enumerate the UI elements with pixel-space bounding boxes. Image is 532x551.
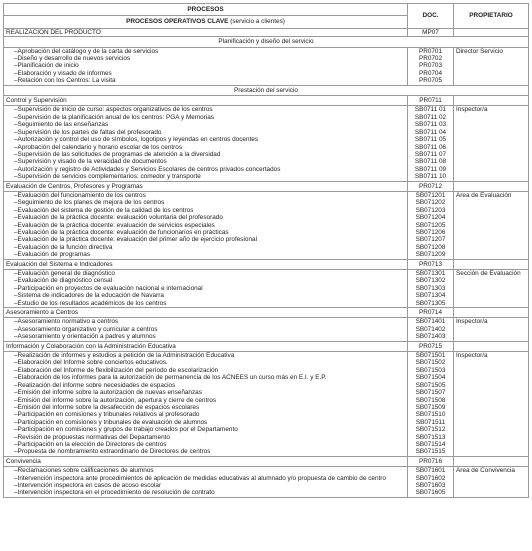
list-item: –Realización de informes y estudios a petición de la Administración Educativa — [14, 352, 235, 360]
group-title: Evaluación de Centros, Profesores y Programas — [4, 181, 408, 191]
group-owner — [454, 106, 529, 181]
doc-code: SB071501 — [415, 352, 446, 360]
doc-code: SB071203 — [415, 206, 446, 214]
list-item: –Evaluación del sistema de gestión de la calidad de los centros — [14, 206, 194, 214]
doc-code: SB071304 — [415, 292, 446, 300]
doc-code: SB0711 10 — [414, 173, 447, 181]
group-owner — [454, 467, 529, 498]
group-items — [4, 467, 408, 498]
group-code: PR0715 — [408, 341, 454, 351]
list-item: –Emisión del informe sobre la autorización, apertura y cierre de centros — [14, 396, 217, 404]
doc-code: SB071502 — [415, 359, 446, 367]
group-code: PR0713 — [408, 259, 454, 269]
doc-code: SB071401 — [415, 318, 446, 326]
group-code: PR0716 — [408, 456, 454, 466]
header-key-processes-label: PROCESOS OPERATIVOS CLAVE — [126, 18, 229, 26]
group-items — [4, 106, 408, 181]
list-item: –Revisión de propuestas normativas del Departamento — [14, 433, 170, 441]
doc-code: PR0703 — [418, 62, 443, 70]
planning-items-row — [4, 47, 529, 85]
group-owner-label: Inspector/a — [456, 106, 488, 114]
doc-code: SB071603 — [415, 481, 446, 489]
doc-code: SB071510 — [415, 411, 446, 419]
group-items-row — [4, 191, 529, 259]
doc-code: SB071207 — [415, 236, 446, 244]
group-owner-blank — [454, 181, 529, 191]
process-table-body — [4, 4, 529, 498]
doc-code: SB071602 — [415, 474, 446, 482]
service-heading-row — [4, 85, 529, 95]
header-key-processes-note: (servicio a clientes) — [230, 18, 285, 26]
top-code: MP07 — [408, 28, 454, 36]
doc-code: SB0711 01 — [414, 106, 447, 114]
group-owner — [454, 191, 529, 259]
group-items-row — [4, 270, 529, 308]
group-title-row — [4, 456, 529, 466]
list-item: –Autorización y registro de Actividades y Servicios Escolares de centros privados concertados — [14, 165, 281, 173]
group-owner-blank — [454, 308, 529, 318]
doc-code: SB071402 — [415, 325, 446, 333]
list-item: –Evaluación del funcionamiento de los centros — [14, 191, 146, 199]
doc-code: PR0702 — [418, 55, 443, 63]
group-title: Información y Colaboración con la Administración Educativa — [4, 341, 408, 351]
planning-heading-row — [4, 37, 529, 47]
doc-code: SB0711 05 — [414, 136, 447, 144]
list-item: –Seguimiento de los planes de mejora de los centros — [14, 199, 165, 207]
group-items — [4, 191, 408, 259]
doc-code: SB071403 — [415, 333, 446, 341]
group-code: PR0712 — [408, 181, 454, 191]
group-code: PR0711 — [408, 96, 454, 106]
list-item: –Autorización y control del uso de símbolos, logotipos y leyendas en centros docentes — [14, 136, 259, 144]
list-item: –Planificación de inicio — [14, 62, 79, 70]
process-table — [3, 3, 529, 498]
group-codes — [408, 467, 454, 498]
group-title-row — [4, 259, 529, 269]
list-item: –Evaluación de la función directiva — [14, 243, 113, 251]
header-key-processes — [4, 16, 408, 28]
list-item: –Elaboración del Informe de flexibilización del período de escolarización — [14, 366, 219, 374]
group-items — [4, 318, 408, 341]
list-item: –Sistema de indicadores de la educación de Navarra — [14, 292, 164, 300]
group-owner-label: Área de Evaluación — [456, 191, 512, 199]
list-item: –Realización del informe sobre necesidades de espacios — [14, 381, 176, 389]
group-owner-blank — [454, 259, 529, 269]
doc-code: SB071205 — [415, 221, 446, 229]
list-item: –Reclamaciones sobre calificaciones de alumnos — [14, 467, 154, 475]
list-item: –Asesoramiento organizativo y curricular a centros — [14, 325, 158, 333]
list-item: –Evaluación de diagnóstico censal — [14, 277, 113, 285]
list-item: –Evaluación de programas — [14, 251, 91, 259]
doc-code: SB071504 — [415, 374, 446, 382]
doc-code: SB071505 — [415, 381, 446, 389]
group-title-row — [4, 308, 529, 318]
list-item: –Asesoramiento normativo a centros — [14, 318, 119, 326]
doc-code: SB071512 — [415, 426, 446, 434]
group-items-row — [4, 352, 529, 457]
list-item: –Evaluación de la práctica docente: evaluación de funcionarios en prácticas — [14, 228, 229, 236]
group-items-row — [4, 318, 529, 341]
group-title-row — [4, 96, 529, 106]
group-owner-blank — [454, 341, 529, 351]
doc-code: PR0704 — [418, 69, 443, 77]
group-owner-blank — [454, 96, 529, 106]
list-item: –Relación con los Centros: La visita — [14, 77, 116, 85]
doc-code: SB071509 — [415, 403, 446, 411]
list-item: –Intervención inspectora en casos de acoso escolar — [14, 481, 162, 489]
planning-owner — [454, 47, 529, 85]
doc-code: SB071605 — [415, 489, 446, 497]
header-doc: DOC. — [408, 4, 454, 29]
doc-code: SB071208 — [415, 243, 446, 251]
group-items — [4, 352, 408, 457]
group-codes — [408, 318, 454, 341]
doc-code: SB071601 — [415, 467, 446, 475]
doc-code: SB071204 — [415, 214, 446, 222]
doc-code: SB071209 — [415, 251, 446, 259]
top-owner — [454, 28, 529, 36]
list-item: –Aprobación del catálogo y de la carta de servicios — [14, 47, 159, 55]
planning-codes — [408, 47, 454, 85]
doc-code: SB071513 — [415, 433, 446, 441]
group-owner-label: Área de Convivencia — [456, 467, 515, 475]
group-owner-label: Inspector/a — [456, 352, 488, 360]
group-title: Evaluación del Sistema e Indicadores — [4, 259, 408, 269]
service-heading: Prestación del servicio — [4, 85, 529, 95]
doc-code: SB0711 03 — [414, 121, 447, 129]
doc-code: SB0711 02 — [414, 113, 447, 121]
list-item: –Diseño y desarrollo de nuevos servicios — [14, 55, 131, 63]
doc-code: SB071301 — [415, 270, 446, 277]
group-owner-label: Sección de Evaluación — [456, 270, 521, 277]
doc-code: SB0711 07 — [414, 150, 447, 158]
list-item: –Elaboración de los informes para la autorización de permanencia de los ACNEES un curso más en E.I. y E.P. — [14, 374, 327, 382]
group-owner-label: Inspector/a — [456, 318, 488, 326]
doc-code: SB071302 — [415, 277, 446, 285]
doc-code: SB071508 — [415, 396, 446, 404]
doc-code: SB071206 — [415, 228, 446, 236]
planning-heading: Planificación y diseño del servicio — [4, 37, 529, 47]
list-item: –Participación en proyectos de evaluación nacional e internacional — [14, 284, 203, 292]
header-owner: PROPIETARIO — [454, 4, 529, 29]
header-processes: PROCESOS — [4, 4, 408, 16]
list-item: –Evaluación de la práctica docente: evaluación del primer año de ejercicio profesional — [14, 236, 257, 244]
list-item: –Estudio de los resultados académicos de los centros — [14, 299, 167, 307]
list-item: –Supervisión y visado de la veracidad de documentos — [14, 158, 167, 166]
group-owner — [454, 270, 529, 308]
list-item: –Evaluación de la práctica docente: evaluación de servicios especiales — [14, 221, 215, 229]
list-item: –Supervisión de la planificación anual de los centros: PGA y Memorias — [14, 113, 214, 121]
group-title: Convivencia — [4, 456, 408, 466]
list-item: –Elaboración del Informe sobre conciertos educativos. — [14, 359, 168, 367]
doc-code: SB071515 — [415, 448, 446, 456]
planning-items — [4, 47, 408, 85]
doc-code: SB071305 — [415, 299, 446, 307]
list-item: –Emisión del informe sobre la desafección de espacios escolares — [14, 403, 200, 411]
group-items-row — [4, 467, 529, 498]
doc-code: SB071507 — [415, 389, 446, 397]
group-codes — [408, 352, 454, 457]
list-item: –Elaboración y visado de informes — [14, 69, 112, 77]
doc-code: SB071202 — [415, 199, 446, 207]
top-row — [4, 28, 529, 36]
list-item: –Participación en comisiones y tribunales relativos al profesorado — [14, 411, 200, 419]
list-item: –Aprobación del calendario y horario escolar de los centros — [14, 143, 183, 151]
doc-code: SB071514 — [415, 440, 446, 448]
group-codes — [408, 106, 454, 181]
group-title-row — [4, 341, 529, 351]
list-item: –Participación en comisiones y tribunales de evaluación de alumnos — [14, 418, 208, 426]
list-item: –Supervisión de servicios complementarios: comedor y transporte — [14, 173, 201, 181]
group-owner — [454, 352, 529, 457]
list-item: –Supervisión de inicio de curso: aspectos organizativos de los centros — [14, 106, 213, 114]
doc-code: PR0705 — [418, 77, 443, 85]
group-title: Control y Supervisión — [4, 96, 408, 106]
list-item: –Participación en la elección de Directores de centros — [14, 440, 167, 448]
doc-code: SB0711 04 — [414, 128, 447, 136]
list-item: –Evaluación de la práctica docente: evaluación voluntaria del profesorado — [14, 214, 223, 222]
group-codes — [408, 270, 454, 308]
list-item: –Emisión del informe sobre la autorización de nuevas enseñanzas — [14, 389, 202, 397]
group-items — [4, 270, 408, 308]
group-items-row — [4, 106, 529, 181]
group-title-row — [4, 181, 529, 191]
group-code: PR0714 — [408, 308, 454, 318]
group-owner — [454, 318, 529, 341]
doc-code: SB071303 — [415, 284, 446, 292]
list-item: –Asesoramiento y orientación a padres y alumnos — [14, 333, 156, 341]
top-label: REALIZACIÓN DEL PRODUCTO — [4, 28, 408, 36]
doc-code: SB0711 06 — [414, 143, 447, 151]
list-item: –Supervisión de las solicitudes de programas de atención a la diversidad — [14, 150, 221, 158]
planning-owner-label: Director Servicio — [456, 47, 503, 55]
list-item: –Propuesta de nombramiento extraordinario de Directores de centros — [14, 448, 211, 456]
list-item: –Evaluación general de diagnóstico — [14, 270, 115, 277]
doc-code: SB071511 — [415, 418, 446, 426]
doc-code: SB0711 09 — [414, 165, 447, 173]
doc-code: SB0711 08 — [414, 158, 447, 166]
doc-code: PR0701 — [418, 47, 443, 55]
group-title: Asesoramiento a Centros — [4, 308, 408, 318]
list-item: –Intervención inspectora en el procedimiento de resolución de contrato — [14, 489, 215, 497]
header-row — [4, 4, 529, 16]
list-item: –Supervisión de los partes de faltas del profesorado — [14, 128, 162, 136]
list-item: –Intervención inspectora ante procedimientos de aplicación de medidas educativas al alumnado y/o propuesta de cambio de centro — [14, 474, 386, 482]
doc-code: SB071503 — [415, 366, 446, 374]
doc-code: SB071201 — [415, 191, 446, 199]
group-codes — [408, 191, 454, 259]
group-owner-blank — [454, 456, 529, 466]
list-item: –Participación en comisiones y grupos de trabajo creados por el Departamento — [14, 426, 238, 434]
list-item: –Seguimiento de las enseñanzas — [14, 121, 109, 129]
